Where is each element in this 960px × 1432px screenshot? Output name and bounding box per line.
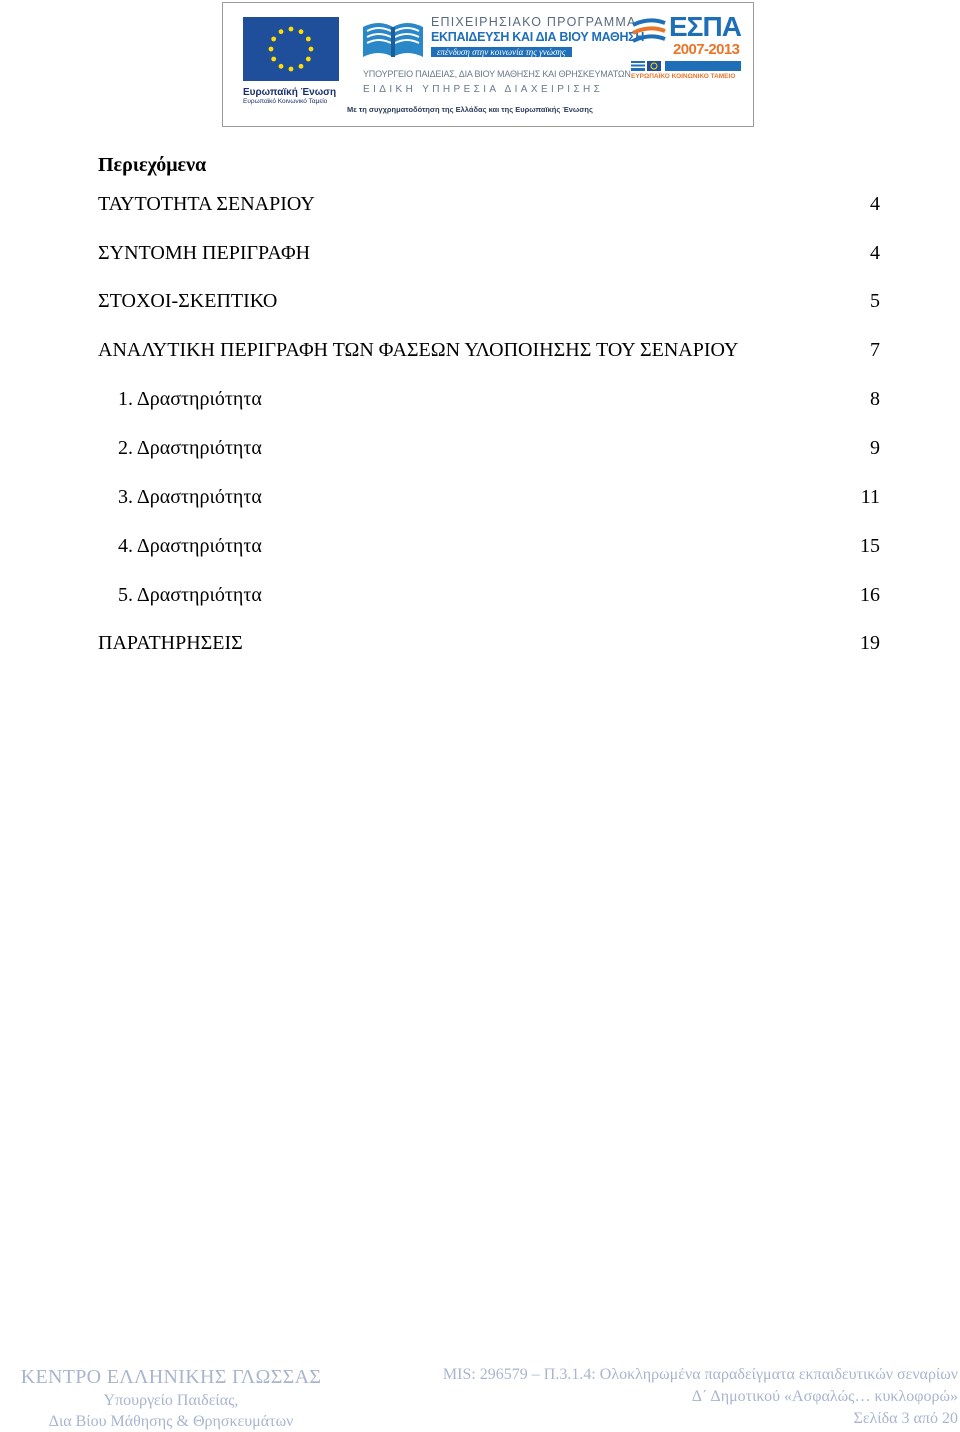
eu-fund: Ευρωπαϊκό Κοινωνικό Ταμείο	[243, 98, 328, 105]
toc-entry-page: 4	[870, 193, 880, 215]
eu-star-icon	[289, 67, 294, 72]
toc-entry-label: 3. Δραστηριότητα	[118, 486, 262, 508]
toc-entry-label: ΑΝΑΛΥΤΙΚΗ ΠΕΡΙΓΡΑΦΗ ΤΩΝ ΦΑΣΕΩΝ ΥΛΟΠΟΙΗΣΗΣ ΤΟΥ ΣΕΝΑΡΙΟΥ	[98, 339, 739, 361]
ministry-name: ΥΠΟΥΡΓΕΙΟ ΠΑΙΔΕΙΑΣ, ΔΙΑ ΒΙΟΥ ΜΑΘΗΣΗΣ ΚΑΙ ΘΡΗΣΚΕΥΜΑΤΩΝ	[363, 69, 631, 79]
toc-entry-page: 11	[860, 486, 880, 508]
eu-star-icon	[299, 64, 304, 69]
toc-entry[interactable]	[98, 290, 880, 318]
eu-name: Ευρωπαϊκή Ένωση	[243, 87, 337, 98]
toc-entry-label: ΤΑΥΤΟΤΗΤΑ ΣΕΝΑΡΙΟΥ	[98, 193, 315, 215]
eu-star-icon	[306, 37, 311, 42]
espa-swoosh-icon	[631, 17, 667, 51]
espa-fund: ΕΥΡΩΠΑΪΚΟ ΚΟΙΝΩΝΙΚΟ ΤΑΜΕΙΟ	[631, 73, 736, 80]
toc-entry-label: ΠΑΡΑΤΗΡΗΣΕΙΣ	[98, 632, 243, 654]
center-name: ΚΕΝΤΡΟ ΕΛΛΗΝΙΚΗΣ ΓΛΩΣΣΑΣ	[20, 1366, 322, 1388]
eu-flag-icon	[243, 17, 339, 81]
toc-entry[interactable]	[98, 632, 880, 660]
scenario-line: Δ΄ Δημοτικού «Ασφαλώς… κυκλοφορώ»	[691, 1388, 958, 1405]
toc-entry[interactable]	[98, 339, 880, 367]
toc-entry-label: 1. Δραστηριότητα	[118, 388, 262, 410]
toc-entry-label: ΣΤΟΧΟΙ-ΣΚΕΠΤΙΚΟ	[98, 290, 278, 312]
eu-star-icon	[269, 47, 274, 52]
toc-entry-page: 4	[870, 242, 880, 264]
program-slogan: επένδυση στην κοινωνία της γνώσης	[431, 47, 572, 57]
toc-entry-label: 4. Δραστηριότητα	[118, 535, 262, 557]
page-number: Σελίδα 3 από 20	[853, 1410, 958, 1427]
toc-entry[interactable]	[98, 535, 880, 563]
espa-years: 2007-2013	[673, 41, 740, 58]
toc-entry-label: 5. Δραστηριότητα	[118, 584, 262, 606]
cofunding-note: Με τη συγχρηματοδότηση της Ελλάδας και της Ευρωπαϊκής Ένωσης	[347, 105, 593, 114]
eu-star-icon	[271, 57, 276, 62]
eu-star-icon	[279, 29, 284, 34]
footer-ministry-line: Υπουργείο Παιδείας,	[103, 1392, 239, 1409]
eu-star-icon	[279, 64, 284, 69]
toc-entry[interactable]	[98, 437, 880, 465]
toc-entry-page: 16	[860, 584, 880, 606]
espa-title: ΕΣΠΑ	[669, 11, 741, 42]
toc-entry-label: ΣΥΝΤΟΜΗ ΠΕΡΙΓΡΑΦΗ	[98, 242, 311, 264]
mis-line: MIS: 296579 – Π.3.1.4: Ολοκληρωμένα παραδείγματα εκπαιδευτικών σεναρίων	[442, 1366, 958, 1383]
toc-entry-label: 2. Δραστηριότητα	[118, 437, 262, 459]
eu-logo	[243, 17, 341, 105]
eu-star-icon	[299, 29, 304, 34]
toc-title: Περιεχόμενα	[98, 154, 207, 176]
footer-right	[443, 1364, 958, 1430]
eu-star-icon	[306, 57, 311, 62]
open-book-icon	[361, 17, 425, 63]
toc-entry-page: 7	[870, 339, 880, 361]
footer-ministry-line: Δια Βίου Μάθησης & Θρησκευμάτων	[48, 1413, 294, 1430]
flags-icon	[631, 61, 741, 71]
toc-entry[interactable]	[98, 486, 880, 514]
toc-entry-page: 19	[860, 632, 880, 654]
eu-star-icon	[271, 37, 276, 42]
program-title: ΕΠΙΧΕΙΡΗΣΙΑΚΟ ΠΡΟΓΡΑΜΜΑ	[431, 15, 637, 29]
toc-entry[interactable]	[98, 584, 880, 612]
special-service: ΕΙΔΙΚΗ ΥΠΗΡΕΣΙΑ ΔΙΑΧΕΙΡΙΣΗΣ	[363, 84, 604, 95]
toc-entry[interactable]	[98, 193, 880, 221]
toc-entry-page: 5	[870, 290, 880, 312]
eu-star-icon	[309, 47, 314, 52]
program-subtitle: ΕΚΠΑΙΔΕΥΣΗ ΚΑΙ ΔΙΑ ΒΙΟΥ ΜΑΘΗΣΗ	[431, 30, 645, 44]
toc-entry-page: 9	[870, 437, 880, 459]
eu-star-icon	[289, 27, 294, 32]
toc-entry[interactable]	[98, 242, 880, 270]
toc-entry-page: 8	[870, 388, 880, 410]
toc-entry-page: 15	[860, 535, 880, 557]
toc-entry[interactable]	[98, 388, 880, 416]
footer-left	[0, 1364, 342, 1432]
header-banner	[222, 2, 754, 127]
